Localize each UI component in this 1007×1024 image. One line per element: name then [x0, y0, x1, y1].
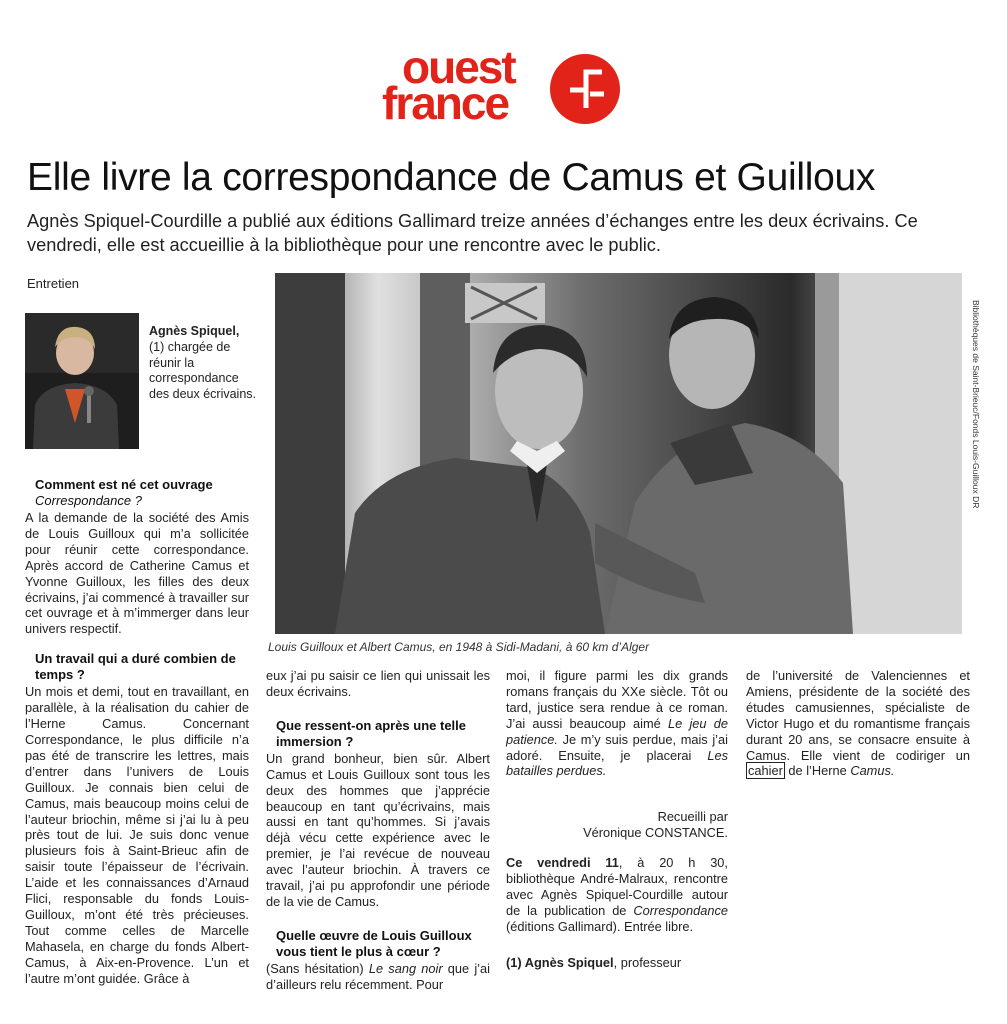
answer-3: Un grand bonheur, bien sûr. Albert Camus et Louis Guilloux sont tous les deux des hommes que j’apprécie beaucoup en tant qu’écrivains, mais aussi en tant qu’hommes. Si j’avais déjà vécu cette expérience avec le premier, je l’ai revécue de nouveau avec l’auteur briochin. À travers ce travail, j’ai pu approfondir une période de la vie de Camus.: [266, 750, 490, 909]
question-4: Quelle œuvre de Louis Guilloux vous tient le plus à cœur ?: [276, 927, 472, 959]
standfirst: Agnès Spiquel-Courdille a publié aux éditions Gallimard treize années d’échanges entre les deux écrivains. Ce vendredi, elle est accueillie à la bibliothèque pour une rencontre avec le public.: [27, 211, 918, 255]
column-2: [266, 668, 490, 993]
brand-word-france: france: [382, 77, 509, 129]
answer-4-continued: moi, il figure parmi les dix grands romans français du XXe siècle. Tôt ou tard, justice sera rendue à ce roman. J’ai aussi beaucoup aimé Le jeu de patience. Je m’y suis perdue, mais j’ai adoré. Ensuite, je placerai Les batailles perdues.: [506, 668, 729, 779]
byline: Recueilli par Véronique CONSTANCE.: [583, 809, 728, 841]
photo-caption: Louis Guilloux et Albert Camus, en 1948 à Sidi-Madani, à 60 km d’Alger: [268, 640, 650, 654]
footnote: (1) Agnès Spiquel, professeur: [506, 954, 682, 970]
portrait-caption: [149, 324, 259, 403]
answer-2: Un mois et demi, tout en travaillant, en parallèle, à la réalisation du cahier de l’Herne Camus. Concernant Correspondance, le plus difficile n’a pas été de transcrire les lettres, mais d’entrer dans l’univers de Louis Guilloux. Je connais bien celui de Camus, mais beaucoup moins celui de l’auteur briochin, même si j’ai lu à peu près tout de lui. Je suis donc venue plusieurs fois à Saint-Brieuc afin de saisir toute l’épaisseur de l’écrivain. L’aide et les connaissances d’Arnaud Flici, responsable du fonds Louis-Guilloux, m’ont été très précieuses. Tout comme celles de Marcelle Mahasela, en charge du fonds Albert-Camus, à Aix-en-Provence. L’un et l’autre m’ont guidée. Grâce à: [25, 684, 249, 986]
question-2: Un travail qui a duré combien de temps ?: [35, 651, 236, 683]
boxed-word: cahier: [748, 763, 783, 779]
column-1: [25, 477, 249, 986]
footnote-continued: de l’université de Valenciennes et Amiens, présidente de la société des études camusiennes, spécialiste de Victor Hugo et du romantisme français durant 20 ans, se consacre ensuite à Camus. Elle vient de codiriger un cahier de l’Herne Camus.: [746, 668, 970, 779]
portrait-photo: [25, 313, 139, 449]
question-1: Comment est né cet ouvrage Correspondance ?: [35, 477, 213, 508]
ouest-france-circle-logo-icon: [548, 52, 622, 126]
portrait-caption-text: (1) chargée de réunir la correspondance des deux écrivains.: [149, 339, 257, 402]
photo-credit: Bibliothèques de Saint-Brieuc/Fonds Louis-Guilloux DR: [971, 300, 981, 509]
brand-word-ouest: ouest: [402, 41, 515, 93]
answer-1: A la demande de la société des Amis de Louis Guilloux qui m’a sollicitée pour réunir cette correspondance. Après accord de Catherine Camus et Yvonne Guilloux, les filles des deux écrivains, j’ai commencé à travailler sur cet ouvrage et à m’immerger dans leur univers respectif.: [25, 510, 249, 637]
event-notice: Ce vendredi 11, à 20 h 30, bibliothèque André-Malraux, rencontre avec Agnès Spiquel-Courdille autour de la publication de Correspondance (éditions Gallimard). Entrée libre.: [506, 855, 729, 934]
main-photo: [275, 273, 962, 634]
headline: Elle livre la correspondance de Camus et Guilloux: [27, 156, 876, 199]
section-kicker: Entretien: [27, 276, 80, 291]
answer-2-continued: eux j’ai pu saisir ce lien qui unissait les deux écrivains.: [266, 668, 490, 699]
question-3: Que ressent-on après une telle immersion ?: [276, 717, 467, 749]
masthead-logo[interactable]: [380, 41, 630, 129]
column-4: [746, 668, 970, 779]
portrait-caption-name: Agnès Spiquel,: [149, 324, 240, 338]
column-3: [506, 668, 728, 971]
answer-4: (Sans hésitation) Le sang noir que j’ai d’ailleurs relu récemment. Pour: [266, 960, 490, 992]
